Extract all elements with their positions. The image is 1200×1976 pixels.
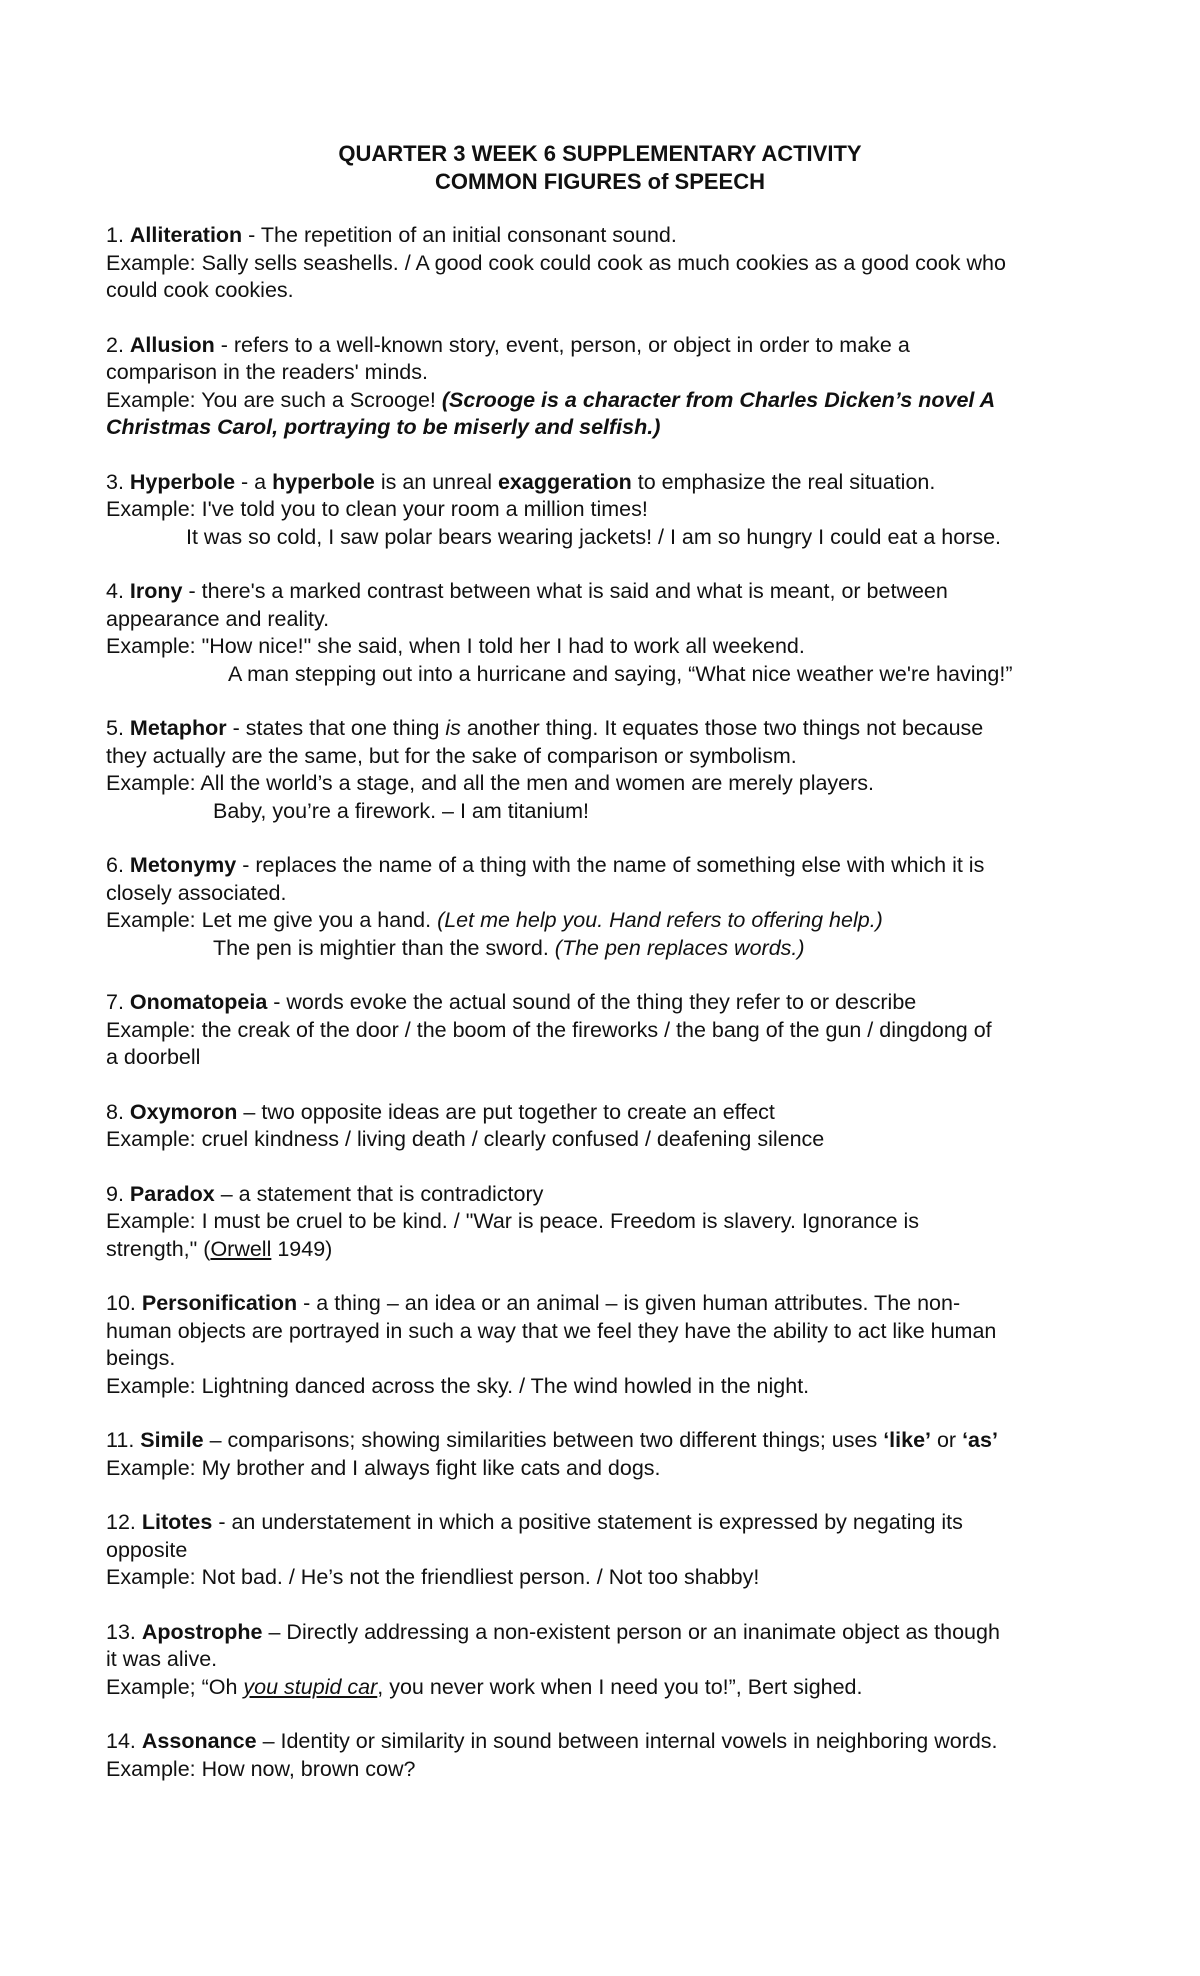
figure-term: Paradox	[129, 1181, 215, 1206]
keyword: is	[445, 716, 461, 740]
example-line: A man stepping out into a hurricane and saying, “What nice weather we're having!”	[228, 661, 1013, 686]
figure-term: Personification	[141, 1291, 298, 1315]
figure-definition: - a	[235, 469, 273, 494]
example-text: Example: Let me give you a hand.	[106, 908, 438, 932]
figure-term: Apostrophe	[141, 1619, 263, 1644]
definition-line	[106, 1290, 1106, 1318]
figure-definition: - refers to a well-known story, event, person, or object in order to make a	[214, 332, 910, 357]
example-line: Example: I've told you to clean your room a million times!	[106, 497, 648, 521]
figure-definition: - replaces the name of a thing with the name of something else with which it is	[236, 853, 985, 877]
figure-number: 6.	[106, 853, 130, 877]
example-text: , you never work when I need you to!”, Bert sighed.	[377, 1674, 863, 1699]
figure-term: Hyperbole	[129, 469, 236, 494]
figure-number: 4.	[106, 579, 130, 603]
figure-number: 3.	[106, 469, 130, 494]
figure-number: 8.	[106, 1099, 130, 1124]
example-text: strength," (	[106, 1236, 211, 1261]
definition-line	[106, 852, 1106, 880]
figure-number: 9.	[106, 1181, 130, 1206]
figure-definition: - there's a marked contrast between what is said and what is meant, or between	[182, 579, 948, 603]
figure-number: 10.	[106, 1291, 142, 1315]
figure-term: Oxymoron	[129, 1099, 238, 1124]
figure-definition: – Directly addressing a non-existent person or an inanimate object as though	[262, 1619, 1000, 1644]
definition-line	[106, 1728, 1106, 1756]
figure-term: Onomatopeia	[129, 990, 268, 1014]
example-line: Example: Lightning danced across the sky. / The wind howled in the night.	[106, 1373, 810, 1398]
figure-hyperbole	[106, 469, 1106, 552]
figure-number: 5.	[106, 716, 130, 740]
definition-line	[106, 222, 1106, 250]
definition-line	[106, 1181, 1106, 1209]
author-name: Orwell	[210, 1236, 272, 1261]
keyword: ‘like’	[883, 1428, 931, 1452]
example-line: could cook cookies.	[106, 278, 294, 302]
definition-line: beings.	[106, 1346, 176, 1370]
example-line: Example: Sally sells seashells. / A good cook could cook as much cookies as a good cook who	[106, 250, 1006, 275]
figure-number: 14.	[106, 1729, 142, 1753]
figure-term: Simile	[140, 1428, 204, 1452]
figure-simile	[106, 1427, 1106, 1482]
figure-definition: another thing. It equates those two things not because	[460, 716, 984, 740]
figure-onomatopeia	[106, 989, 1106, 1072]
example-line	[106, 935, 1106, 963]
keyword: exaggeration	[497, 469, 632, 494]
figure-assonance	[106, 1728, 1106, 1783]
definition-line: opposite	[106, 1537, 188, 1562]
example-line	[106, 387, 1106, 415]
title-line-1: QUARTER 3 WEEK 6 SUPPLEMENTARY ACTIVITY	[338, 141, 862, 166]
example-note: Christmas Carol, portraying to be miserly and selfish.)	[106, 415, 661, 439]
figure-definition: - a thing – an idea or an animal – is given human attributes. The non-	[297, 1291, 961, 1315]
figure-term: Irony	[129, 579, 183, 603]
figure-number: 7.	[106, 990, 130, 1014]
figure-term: Allusion	[129, 332, 215, 357]
example-line	[106, 907, 1106, 935]
example-text: Example: You are such a Scrooge!	[106, 387, 442, 412]
figure-definition: – comparisons; showing similarities between two different things; uses	[203, 1428, 884, 1452]
figure-allusion	[106, 332, 1106, 442]
figure-term: Assonance	[141, 1729, 257, 1753]
figure-number: 2.	[106, 332, 130, 357]
definition-line	[106, 469, 1106, 497]
example-line: Example: My brother and I always fight like cats and dogs.	[106, 1455, 661, 1480]
definition-line	[106, 715, 1106, 743]
example-text: Example; “Oh	[106, 1674, 244, 1699]
definition-line	[106, 989, 1106, 1017]
figures-list	[106, 222, 1106, 1810]
example-line: Example: Not bad. / He’s not the friendliest person. / Not too shabby!	[106, 1565, 760, 1589]
figure-definition: or	[931, 1428, 963, 1452]
figure-metonymy	[106, 852, 1106, 962]
figure-definition: - an understatement in which a positive statement is expressed by negating its	[212, 1510, 963, 1534]
example-line: Example: All the world’s a stage, and all the men and women are merely players.	[106, 771, 875, 795]
figure-number: 12.	[106, 1510, 142, 1534]
figure-term: Metaphor	[129, 716, 227, 740]
definition-line: they actually are the same, but for the sake of comparison or symbolism.	[106, 743, 797, 768]
figure-term: Alliteration	[129, 223, 243, 247]
figure-definition: - states that one thing	[226, 716, 446, 740]
document-title	[0, 140, 1200, 196]
example-note: (Scrooge is a character from Charles Dicken’s novel A	[441, 387, 996, 412]
definition-line	[106, 1427, 1106, 1455]
figure-definition: – two opposite ideas are put together to create an effect	[237, 1099, 775, 1124]
figure-oxymoron	[106, 1099, 1106, 1154]
example-line: Example: the creak of the door / the boom of the fireworks / the bang of the gun / dingdong of	[106, 1017, 992, 1042]
definition-line	[106, 578, 1106, 606]
definition-line	[106, 332, 1106, 360]
figure-definition: – a statement that is contradictory	[214, 1181, 544, 1206]
example-line: Example: I must be cruel to be kind. / "War is peace. Freedom is slavery. Ignorance is	[106, 1209, 920, 1233]
definition-line: comparison in the readers' minds.	[106, 360, 428, 384]
example-note: (Let me help you. Hand refers to offering help.)	[437, 908, 883, 932]
figure-alliteration	[106, 222, 1106, 305]
keyword: ‘as’	[962, 1428, 998, 1452]
example-line: a doorbell	[106, 1045, 201, 1069]
figure-term: Litotes	[141, 1510, 213, 1534]
figure-definition: – Identity or similarity in sound between internal vowels in neighboring words.	[256, 1729, 998, 1753]
example-line: It was so cold, I saw polar bears wearing jackets! / I am so hungry I could eat a horse.	[186, 524, 1002, 549]
definition-line	[106, 1619, 1106, 1647]
figure-definition: - The repetition of an initial consonant sound.	[242, 223, 677, 247]
figure-number: 1.	[106, 223, 130, 247]
definition-line: appearance and reality.	[106, 606, 330, 631]
example-line: Baby, you’re a firework. – I am titanium!	[213, 798, 589, 823]
figure-personification	[106, 1290, 1106, 1400]
definition-line	[106, 1099, 1106, 1127]
example-text: The pen is mightier than the sword.	[213, 935, 555, 960]
figure-metaphor	[106, 715, 1106, 825]
figure-number: 13.	[106, 1619, 142, 1644]
definition-line: human objects are portrayed in such a way that we feel they have the ability to act like human	[106, 1318, 997, 1343]
example-line	[106, 1236, 1106, 1264]
figure-apostrophe	[106, 1619, 1106, 1702]
definition-line: closely associated.	[106, 880, 287, 905]
title-line-2: COMMON FIGURES of SPEECH	[434, 169, 765, 194]
example-note: (The pen replaces words.)	[554, 935, 805, 960]
figure-definition: is an unreal	[374, 469, 498, 494]
definition-line: it was alive.	[106, 1647, 218, 1671]
figure-paradox	[106, 1181, 1106, 1264]
example-emphasis: you stupid car	[243, 1674, 378, 1699]
example-text: 1949)	[271, 1236, 333, 1261]
figure-definition: - words evoke the actual sound of the thing they refer to or describe	[267, 990, 917, 1014]
example-line: Example: cruel kindness / living death / clearly confused / deafening silence	[106, 1127, 825, 1151]
figure-number: 11.	[106, 1428, 141, 1452]
figure-definition: to emphasize the real situation.	[631, 469, 936, 494]
definition-line	[106, 1509, 1106, 1537]
figure-irony	[106, 578, 1106, 688]
figure-term: Metonymy	[129, 853, 237, 877]
figure-litotes	[106, 1509, 1106, 1592]
example-line: Example: "How nice!" she said, when I told her I had to work all weekend.	[106, 634, 805, 658]
keyword: hyperbole	[272, 469, 375, 494]
example-line	[106, 1674, 1106, 1702]
example-line: Example: How now, brown cow?	[106, 1756, 416, 1781]
